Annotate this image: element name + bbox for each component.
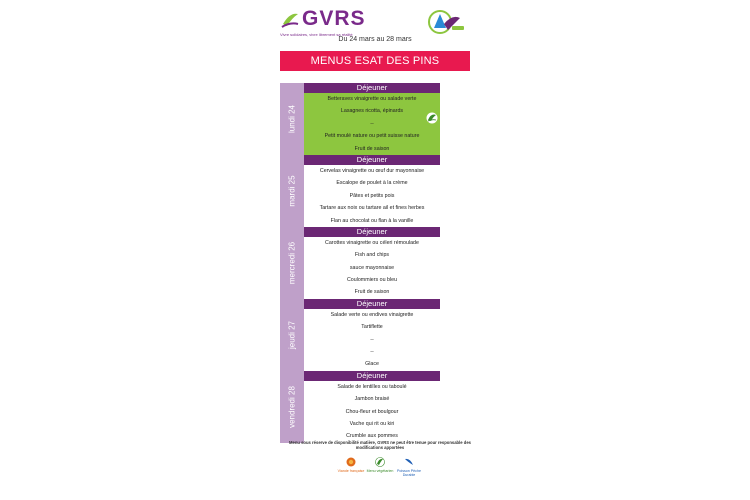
day-label: mardi 25 (287, 175, 297, 207)
menu-item: Petit moulé nature ou petit suisse nature (324, 133, 420, 140)
menu-item: Vache qui rit ou kiri (349, 420, 395, 427)
legend-vegetarian (365, 457, 395, 473)
gvrs-leaf-icon (280, 10, 300, 30)
menu-item: Salade de lentilles ou taboulé (337, 383, 407, 390)
meal-header: Déjeuner (304, 83, 440, 93)
meal-header: Déjeuner (304, 227, 440, 237)
menu-item: Tartare aux noix ou tartare ail et fines herbes (319, 205, 425, 212)
menu-item: -- (370, 336, 374, 343)
menu-item: Crumble aux pommes (346, 433, 398, 440)
menu-item: Flan au chocolat ou flan à la vanille (330, 217, 414, 224)
menu-item: Salade verte ou endives vinaigrette (330, 311, 414, 318)
menu-item: Jambon braisé (354, 396, 390, 403)
menu-item: Betteraves vinaigrette ou salade verte (327, 96, 417, 102)
day-label: lundi 24 (287, 104, 297, 133)
day-block-friday (280, 371, 440, 443)
meal-header: Déjeuner (304, 299, 440, 309)
day-label: jeudi 27 (287, 320, 297, 349)
page-title: MENUS ESAT DES PINS (280, 51, 470, 71)
menu-item: sauce mayonnaise (349, 264, 395, 271)
day-block-monday (280, 83, 440, 155)
vegetarian-icon (375, 457, 385, 467)
legend-label: Viande française (337, 469, 365, 473)
date-range: Du 24 mars au 28 mars (338, 36, 412, 43)
sustainable-fish-icon (404, 457, 414, 467)
partner-logo-icon (426, 8, 466, 36)
day-block-thursday (280, 299, 440, 371)
weekly-menu (280, 83, 440, 443)
menu-items (304, 165, 440, 227)
day-block-tuesday (280, 155, 440, 227)
legend-french-meat (336, 457, 366, 473)
menu-item: Pâtes et petits pois (349, 192, 395, 199)
menu-items (304, 381, 440, 443)
day-label-column (280, 299, 304, 371)
day-label-column (280, 83, 304, 155)
menu-item: Fish and chips (354, 252, 390, 259)
meal-header: Déjeuner (304, 155, 440, 165)
vegetarian-icon (426, 112, 438, 124)
menu-item: Glace (365, 361, 379, 368)
logo-text: GVRS (302, 7, 366, 30)
meal-header: Déjeuner (304, 371, 440, 381)
day-label: mercredi 26 (287, 241, 297, 284)
legend-sustainable-fish (394, 457, 424, 477)
menu-item: Coulommiers ou bleu (346, 277, 398, 284)
legend-label: Menu végétarien (366, 469, 394, 473)
menu-items (304, 309, 440, 371)
day-label-column (280, 155, 304, 227)
menu-item: Tartiflette (361, 324, 383, 331)
menu-item: -- (370, 120, 374, 127)
day-block-wednesday (280, 227, 440, 299)
day-label-column (280, 371, 304, 443)
day-label-column (280, 227, 304, 299)
day-label: vendredi 28 (287, 385, 297, 428)
menu-items-vegetarian (304, 93, 440, 155)
french-meat-icon (346, 457, 356, 467)
legend-label: Poisson Pêche Durable (397, 469, 421, 477)
menu-item: Fruit de saison (354, 289, 390, 296)
menu-item: Escalope de poulet à la crème (336, 180, 408, 187)
menu-item: Carottes vinaigrette ou céleri rémoulade (325, 239, 419, 246)
menu-item: Fruit de saison (354, 145, 390, 152)
logo-subtitle: Vivre solidaires, vivre librement sa réalité (280, 32, 353, 37)
menu-item: Cervelas vinaigrette ou œuf dur mayonnaise (319, 167, 425, 174)
menu-item: Lasagnes ricotta, épinards (340, 108, 404, 115)
menu-items (304, 237, 440, 299)
menu-item: -- (370, 349, 374, 356)
menu-item: Chou-fleur et boulgour (345, 408, 399, 415)
disclaimer-note: Menu sous réserve de disponibilité matière, GVRS ne peut être tenue pour responsable des modifications apportées (289, 440, 471, 450)
